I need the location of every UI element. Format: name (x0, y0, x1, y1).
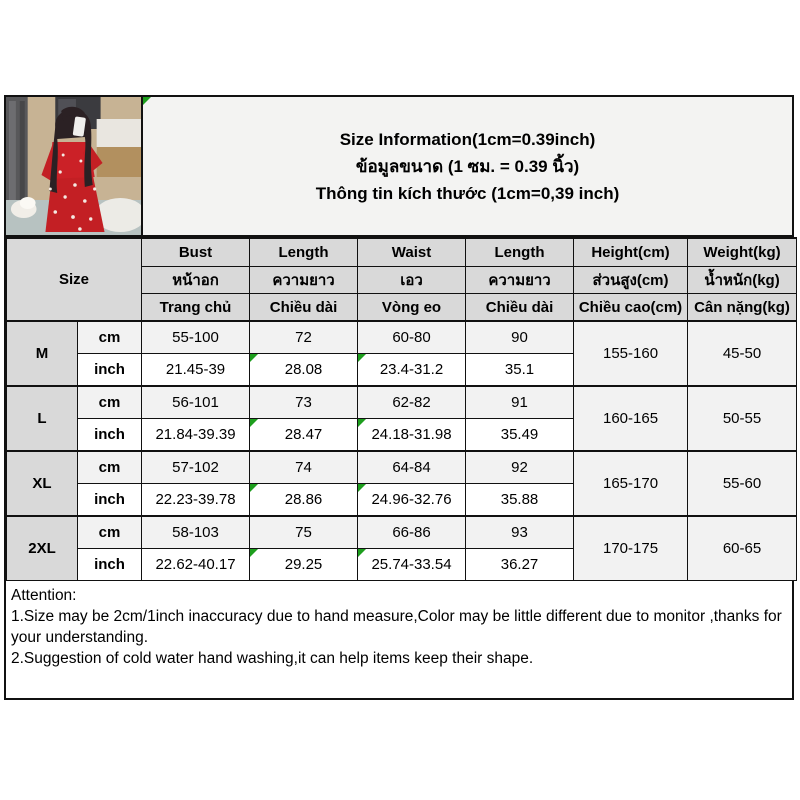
excel-marker-icon (358, 354, 366, 362)
cell-m-inch-waist: 23.4-31.2 (358, 354, 466, 387)
row-l-cm (7, 386, 797, 419)
cell-m-cm-waist: 60-80 (358, 321, 466, 354)
cell-m-cm-length: 72 (250, 321, 358, 354)
size-label-m: M (7, 321, 78, 386)
size-label-2xl: 2XL (7, 516, 78, 581)
cell-m-height: 155-160 (574, 321, 688, 386)
attention-note (6, 581, 792, 698)
col-header-length2-vi: Chiều dài (466, 294, 574, 322)
cell-l-height: 160-165 (574, 386, 688, 451)
cell-xl-height: 165-170 (574, 451, 688, 516)
col-header-length2-en: Length (466, 238, 574, 267)
size-chart-panel (4, 95, 794, 700)
excel-marker-icon (358, 419, 366, 427)
cell-xl-inch-length: 28.86 (250, 484, 358, 517)
cell-l-cm-bust: 56-101 (142, 386, 250, 419)
cell-l-cm-waist: 62-82 (358, 386, 466, 419)
unit-cm: cm (78, 321, 142, 354)
col-header-length-th: ความยาว (250, 267, 358, 294)
size-label-l: L (7, 386, 78, 451)
unit-cm: cm (78, 516, 142, 549)
cell-m-weight: 45-50 (688, 321, 797, 386)
cell-2xl-cm-waist: 66-86 (358, 516, 466, 549)
cell-l-inch-waist: 24.18-31.98 (358, 419, 466, 452)
cell-m-inch-bust: 21.45-39 (142, 354, 250, 387)
col-header-weight-vi: Cân nặng(kg) (688, 294, 797, 322)
unit-inch: inch (78, 354, 142, 387)
excel-marker-icon (250, 354, 258, 362)
cell-2xl-cm-bust: 58-103 (142, 516, 250, 549)
row-m-cm (7, 321, 797, 354)
cell-xl-weight: 55-60 (688, 451, 797, 516)
unit-cm: cm (78, 386, 142, 419)
excel-marker-icon (250, 549, 258, 557)
row-xl-cm (7, 451, 797, 484)
header-row-english (7, 238, 797, 267)
cell-2xl-inch-bust: 22.62-40.17 (142, 549, 250, 581)
col-header-bust-en: Bust (142, 238, 250, 267)
col-header-waist-vi: Vòng eo (358, 294, 466, 322)
header-row (6, 97, 792, 237)
cell-xl-cm-length: 74 (250, 451, 358, 484)
cell-2xl-inch-length: 29.25 (250, 549, 358, 581)
cell-m-inch-length: 28.08 (250, 354, 358, 387)
row-2xl-cm (7, 516, 797, 549)
unit-inch: inch (78, 549, 142, 581)
col-header-waist-th: เอว (358, 267, 466, 294)
cell-2xl-inch-length2: 36.27 (466, 549, 574, 581)
col-header-bust-vi: Trang chủ (142, 294, 250, 322)
cell-xl-inch-waist: 24.96-32.76 (358, 484, 466, 517)
attention-heading: Attention: (11, 587, 77, 604)
cell-m-inch-length2: 35.1 (466, 354, 574, 387)
col-header-length2-th: ความยาว (466, 267, 574, 294)
cell-m-cm-length2: 90 (466, 321, 574, 354)
col-header-height-vi: Chiều cao(cm) (574, 294, 688, 322)
col-header-height-th: ส่วนสูง(cm) (574, 267, 688, 294)
cell-2xl-height: 170-175 (574, 516, 688, 581)
cell-l-cm-length2: 91 (466, 386, 574, 419)
cell-2xl-weight: 60-65 (688, 516, 797, 581)
col-header-weight-en: Weight(kg) (688, 238, 797, 267)
excel-marker-icon (250, 419, 258, 427)
excel-marker-icon (358, 484, 366, 492)
cell-l-cm-length: 73 (250, 386, 358, 419)
cell-2xl-cm-length: 75 (250, 516, 358, 549)
title-block (143, 97, 792, 235)
excel-marker-icon (143, 97, 151, 105)
cell-l-weight: 50-55 (688, 386, 797, 451)
attention-line-2: 2.Suggestion of cold water hand washing,it can help items keep their shape. (11, 650, 534, 667)
cell-m-cm-bust: 55-100 (142, 321, 250, 354)
size-table (6, 237, 797, 581)
cell-xl-cm-length2: 92 (466, 451, 574, 484)
cell-xl-cm-waist: 64-84 (358, 451, 466, 484)
col-header-length-en: Length (250, 238, 358, 267)
cell-xl-inch-length2: 35.88 (466, 484, 574, 517)
title-english: Size Information(1cm=0.39inch) (339, 129, 596, 149)
col-header-height-en: Height(cm) (574, 238, 688, 267)
title-vietnamese: Thông tin kích thước (1cm=0,39 inch) (315, 183, 620, 203)
col-header-bust-th: หน้าอก (142, 267, 250, 294)
unit-inch: inch (78, 419, 142, 452)
unit-inch: inch (78, 484, 142, 517)
col-header-length-vi: Chiều dài (250, 294, 358, 322)
cell-xl-cm-bust: 57-102 (142, 451, 250, 484)
cell-l-inch-length: 28.47 (250, 419, 358, 452)
product-photo (6, 97, 143, 235)
excel-marker-icon (250, 484, 258, 492)
product-photo-illustration (6, 97, 141, 235)
cell-2xl-inch-waist: 25.74-33.54 (358, 549, 466, 581)
size-label-xl: XL (7, 451, 78, 516)
cell-l-inch-bust: 21.84-39.39 (142, 419, 250, 452)
col-header-weight-th: น้ำหนัก(kg) (688, 267, 797, 294)
cell-xl-inch-bust: 22.23-39.78 (142, 484, 250, 517)
unit-cm: cm (78, 451, 142, 484)
col-header-waist-en: Waist (358, 238, 466, 267)
cell-2xl-cm-length2: 93 (466, 516, 574, 549)
attention-line-1: 1.Size may be 2cm/1inch inaccuracy due to hand measure,Color may be little different due to monitor ,thanks for your understanding. (11, 608, 782, 646)
cell-l-inch-length2: 35.49 (466, 419, 574, 452)
excel-marker-icon (358, 549, 366, 557)
title-thai: ข้อมูลขนาด (1 ซม. = 0.39 นิ้ว) (355, 156, 580, 176)
size-header-cell: Size (7, 238, 142, 321)
